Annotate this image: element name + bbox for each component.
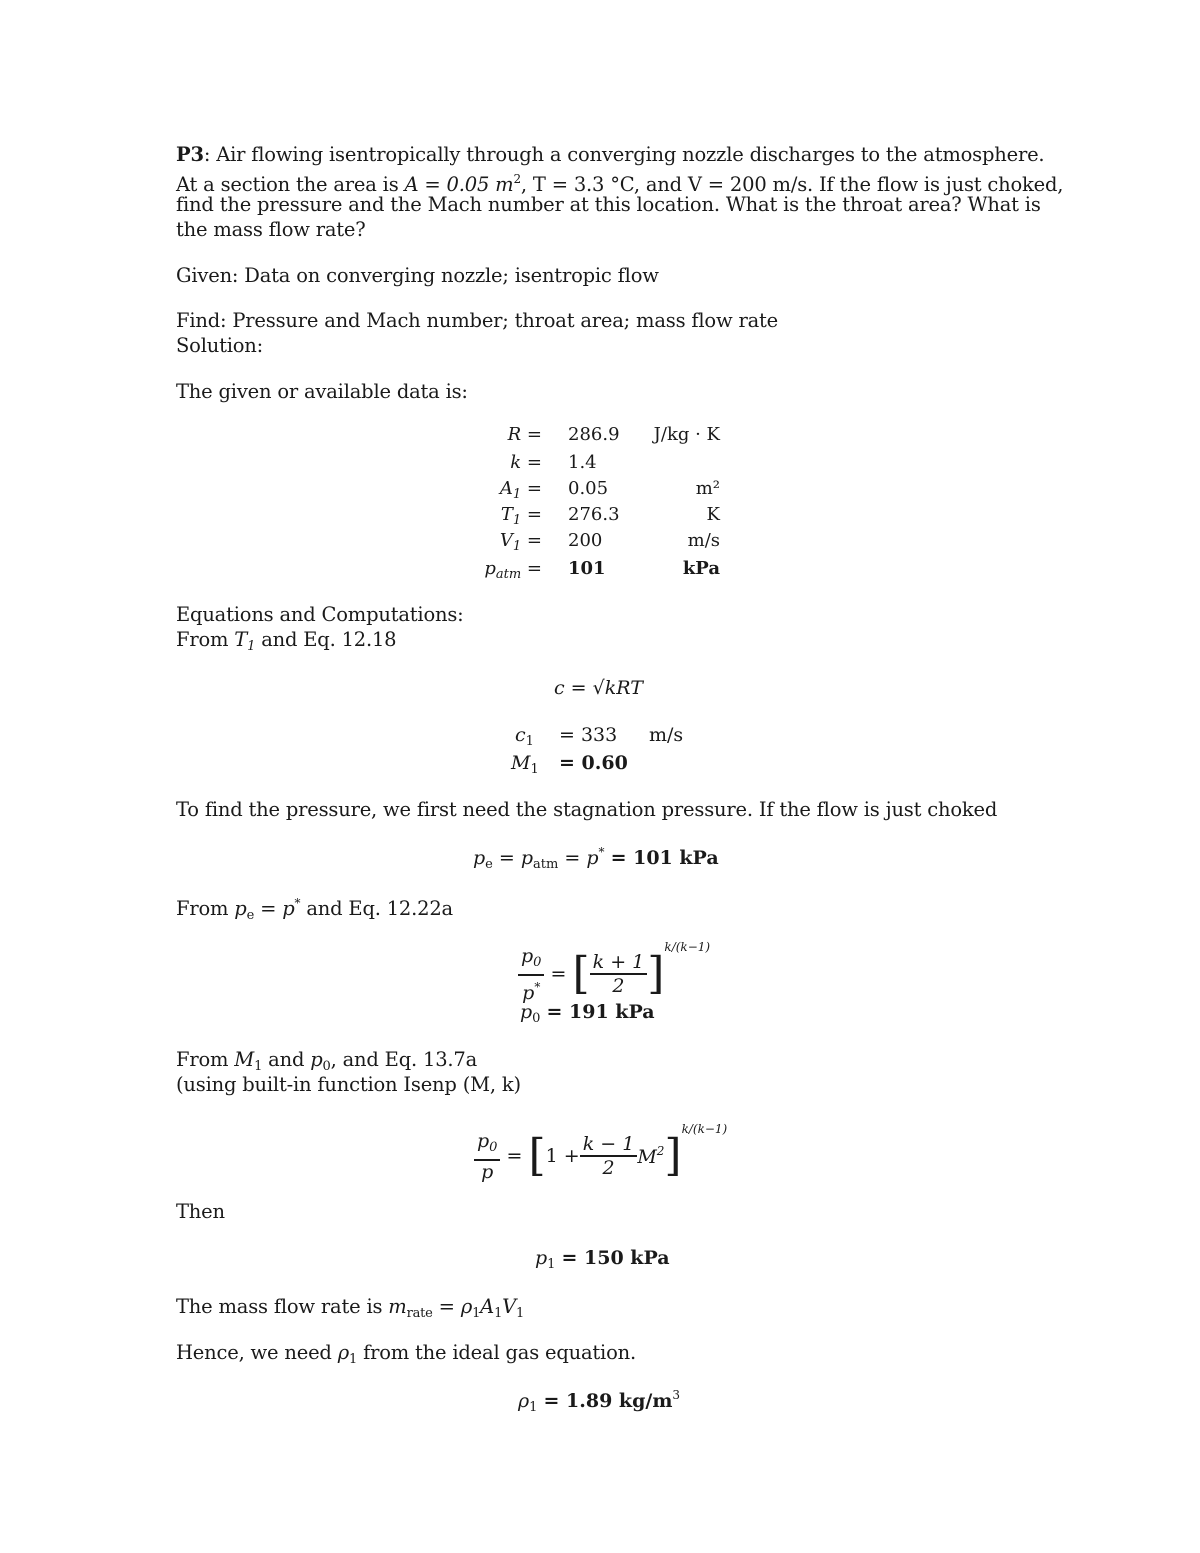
pe-value: = 101 kPa <box>610 847 719 869</box>
find-line: Find: Pressure and Mach number; throat area; mass flow rate <box>176 309 778 332</box>
exponent-1: k/(k−1) <box>664 940 711 954</box>
p0-value: = 191 kPa <box>546 1001 655 1023</box>
from-t1-line: From $T_1$ and Eq. 12.18 <box>176 628 397 654</box>
sym-a1: A <box>499 478 513 499</box>
exponent-2: k/(k−1) <box>681 1122 728 1136</box>
using-line: (using built-in function Isenp (M, k) <box>176 1073 521 1096</box>
unit-a1: m² <box>695 478 720 499</box>
problem-label: P3 <box>176 143 204 166</box>
unit-patm: kPa <box>682 558 720 579</box>
problem-text-2b: , T = 3.3 °C, and V = 200 m/s. If the flow is just choked, <box>520 173 1064 196</box>
rho-value: = 1.89 kg/m <box>543 1390 673 1412</box>
data-row-r: R = 286.9 J/kg · K <box>507 424 720 445</box>
equations-heading: Equations and Computations: <box>176 603 464 626</box>
from-m1-line: From $M_1$ and $p_0$, and Eq. 13.7a <box>176 1048 478 1074</box>
c1-row <box>515 724 715 749</box>
from-t1-b: and Eq. 12.18 <box>261 628 397 651</box>
hence-b: from the ideal gas equation. <box>363 1341 636 1364</box>
solution-line: Solution: <box>176 334 264 357</box>
p0-p-equation: $\frac{p_0}{p}$ = [1 + $\frac{k - 1}{2}$ $M^2]^{k/(k-1)}$ <box>474 1122 727 1183</box>
problem-line-4: the mass flow rate? <box>176 218 366 241</box>
val-patm: 101 <box>568 558 606 579</box>
problem-line-3: find the pressure and the Mach number at this location. What is the throat area? What is <box>176 193 1041 216</box>
given-line: Given: Data on converging nozzle; isentropic flow <box>176 264 659 287</box>
val-k: 1.4 <box>568 452 597 473</box>
pressure-text: To find the pressure, we first need the stagnation pressure. If the flow is just choked <box>176 798 998 821</box>
hence-a: Hence, we need <box>176 1341 332 1364</box>
p0-result: $p_0 = 191$ kPa <box>520 1001 655 1026</box>
from-t1-a: From <box>176 628 229 651</box>
sym-patm: p <box>484 558 496 579</box>
frac-den-2: 2 <box>602 1157 615 1179</box>
p0-pstar-equation: $\frac{p_0}{p^*}$ = [ $\frac{k + 1}{2}$ ]$^{k/(k-1)}$ <box>518 940 710 1004</box>
m1-sub: 1 <box>530 762 539 777</box>
data-row-t1: $T_1$ = 276.3 K <box>500 504 720 528</box>
pe-equation: $p_e = p_{atm} = p^* = 101$ kPa <box>473 845 719 872</box>
problem-text-2a: At a section the area is <box>176 173 399 196</box>
sub-t1: 1 <box>512 513 522 528</box>
p1-result: $p_1 = 150$ kPa <box>535 1247 670 1272</box>
frac-den-1: 2 <box>612 975 625 997</box>
data-row-patm: $p_{atm}$ = 101 kPa <box>484 558 720 582</box>
sub-a1: 1 <box>512 487 522 502</box>
val-v1: 200 <box>568 530 603 551</box>
sym-k: k <box>510 452 522 473</box>
m1-sym: M <box>511 752 531 774</box>
problem-line-1: P3: Air flowing isentropically through a converging nozzle discharges to the atmosphere. <box>176 143 1045 166</box>
frac-num-2: k − 1 <box>580 1133 638 1157</box>
sub-patm: atm <box>495 567 522 582</box>
m1-row <box>511 752 711 777</box>
from-m1-a: From <box>176 1048 229 1071</box>
from-pe-b: and Eq. 12.22a <box>306 897 453 920</box>
data-row-a1: $A_1$ = 0.05 m² <box>499 478 720 502</box>
c1-val: = 333 <box>559 724 618 746</box>
problem-line-2: At a section the area is A = 0.05 $m^2$, T = 3.3 °C, and V = 200 m/s. If the flow is just choked, <box>176 172 1064 196</box>
val-t1: 276.3 <box>568 504 620 525</box>
sym-v1: V <box>499 530 513 551</box>
c1-unit: m/s <box>649 724 684 746</box>
unit-v1: m/s <box>687 530 720 551</box>
from-pe-a: From <box>176 897 229 920</box>
val-r: 286.9 <box>568 424 620 445</box>
rho-result: $\rho_1 = 1.89$ $kg/m^3$ <box>518 1388 681 1415</box>
mass-text: The mass flow rate is <box>176 1295 383 1318</box>
then-line: Then <box>176 1200 225 1223</box>
data-row-v1: $V_1$ = 200 m/s <box>499 530 720 554</box>
data-row-k: k = 1.4 <box>510 452 597 473</box>
sym-r: R <box>507 424 522 445</box>
speed-of-sound-eq: c = √kRT <box>554 677 643 699</box>
from-m1-b: and <box>268 1048 305 1071</box>
sym-t1: T <box>500 504 513 525</box>
frac-num-1: k + 1 <box>590 951 648 975</box>
m1-val: = 0.60 <box>559 752 628 774</box>
data-intro: The given or available data is: <box>176 380 468 403</box>
from-pe-line: From $p_e = p^*$ and Eq. 12.22a <box>176 896 453 923</box>
mass-flow-line: The mass flow rate is $m_{rate} = \rho_1A_1V_1$ <box>176 1295 525 1321</box>
sub-v1: 1 <box>512 539 522 554</box>
problem-text-1: Air flowing isentropically through a converging nozzle discharges to the atmosphere. <box>216 143 1045 166</box>
c1-sub: 1 <box>525 734 534 749</box>
area-value: A = 0.05 m <box>404 173 514 196</box>
val-a1: 0.05 <box>568 478 609 499</box>
p1-value: = 150 kPa <box>561 1247 670 1269</box>
unit-r: J/kg · K <box>653 424 720 445</box>
c1-sym: c <box>515 724 526 746</box>
from-m1-c: , and Eq. 13.7a <box>330 1048 478 1071</box>
unit-t1: K <box>706 504 720 525</box>
hence-line: Hence, we need $\rho_1$ from the ideal gas equation. <box>176 1341 636 1367</box>
